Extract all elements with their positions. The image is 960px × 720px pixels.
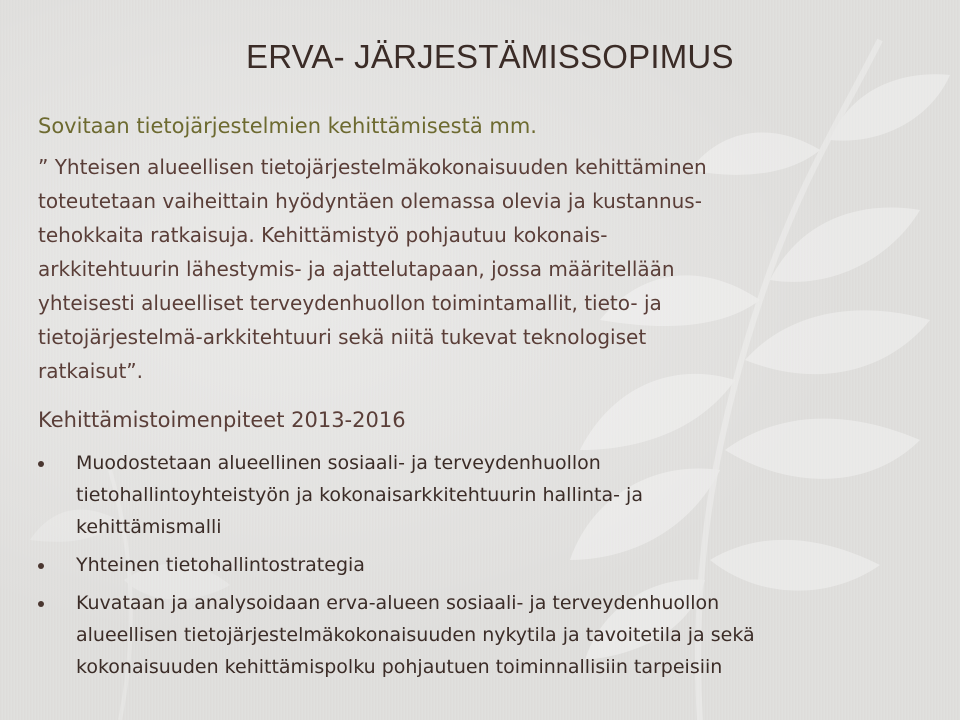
bullet-list [38,447,928,683]
bullet-line: Kuvataan ja analysoidaan erva-alueen sosiaali- ja terveydenhuollon [76,592,720,614]
quote-paragraph [38,150,938,388]
bullet-line: tietohallintoyhteistyön ja kokonaisarkkitehtuurin hallinta- ja [76,484,643,506]
quote-line: tietojärjestelmä-arkkitehtuuri sekä niitä tukevat teknologiset [38,325,647,349]
quote-line: arkkitehtuurin lähestymis- ja ajattelutapaan, jossa määritellään [38,257,675,281]
bullet-line: Yhteinen tietohallintostrategia [76,554,365,576]
bullet-dot-icon [38,461,44,467]
subheading: Kehittämistoimenpiteet 2013-2016 [38,408,406,432]
bullet-line: Muodostetaan alueellinen sosiaali- ja terveydenhuollon [76,452,601,474]
bullet-line: kehittämismalli [76,516,222,538]
quote-line: ratkaisut”. [38,359,144,383]
quote-line: yhteisesti alueelliset terveydenhuollon toimintamallit, tieto- ja [38,291,662,315]
quote-line: ” Yhteisen alueellisen tietojärjestelmäkokonaisuuden kehittäminen [38,155,707,179]
list-item [38,447,928,543]
intro-text: Sovitaan tietojärjestelmien kehittämisestä mm. [38,114,537,138]
bullet-line: alueellisen tietojärjestelmäkokonaisuuden nykytila ja tavoitetila ja sekä [76,624,755,646]
quote-line: toteutetaan vaiheittain hyödyntäen olemassa olevia ja kustannus- [38,189,702,213]
list-item [38,549,928,581]
bullet-dot-icon [38,563,44,569]
slide-title: ERVA- JÄRJESTÄMISSOPIMUS [246,38,734,75]
quote-line: tehokkaita ratkaisuja. Kehittämistyö pohjautuu kokonais- [38,223,608,247]
list-item [38,587,928,683]
bullet-line: kokonaisuuden kehittämispolku pohjautuen toiminnallisiin tarpeisiin [76,656,723,678]
bullet-dot-icon [38,601,44,607]
